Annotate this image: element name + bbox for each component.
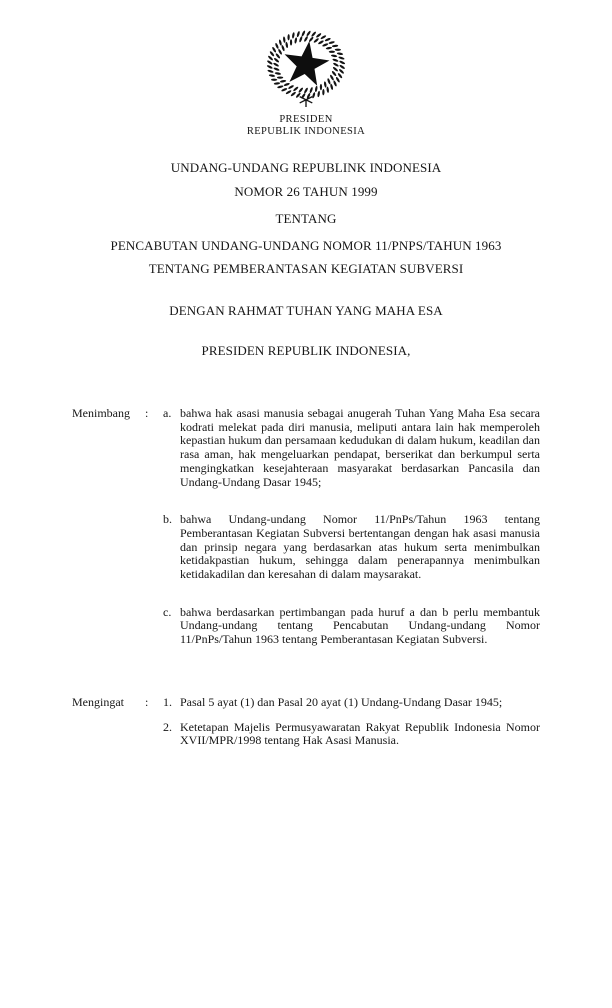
wreath-tie-ornament (300, 97, 313, 107)
doc-subject-line2: TENTANG PEMBERANTASAN KEGIATAN SUBVERSI (148, 261, 464, 276)
item-text: bahwa berdasarkan pertimbangan pada huruf a dan b perlu membantuk Undang-undang tentang Pencabutan Undang-undang Nomor 11/PnPs/Tahun 1963 tentang Pemberantasan Kegiatan Subversi. (180, 604, 540, 647)
presidential-seal (0, 24, 612, 138)
item-marker: 1. (163, 695, 172, 709)
mengingat-section (72, 696, 540, 748)
menimbang-colon: : (145, 406, 149, 420)
menimbang-label: Menimbang (72, 406, 130, 420)
item-text: bahwa hak asasi manusia sebagai anugerah Tuhan Yang Maha Esa secara kodrati melekat pada diri manusia, meliputi antara lain hak memperoleh kepastian hukum dan persamaan kedudukan di dalam hukum, keadilan dan rasa aman, hak mengeluarkan pendapat, berserikat dan berkumpul serta mengingkatkan kesejahteraan masyarakat berdasarkan Pancasila dan Undang-Undang Dasar 1945; (180, 406, 540, 489)
item-text: bahwa Undang-undang Nomor 11/PnPs/Tahun 1963 tentang Pemberantasan Kegiatan Subversi bertentangan dengan hak asasi manusia dan prinsip negara yang berdasarkan atas hukum serta menimbulkan ketidakpastian hukum, sehingga dalam penerapannya menimbulkan ketidakadilan dan keresahan di dalam maysarakat. (180, 512, 540, 582)
item-marker: c. (163, 604, 172, 619)
menimbang-section (72, 407, 540, 647)
menimbang-item-b (163, 513, 540, 582)
menimbang-items (163, 407, 540, 647)
item-text: Ketetapan Majelis Permusyawaratan Rakyat Republik Indonesia Nomor XVII/MPR/1998 tentang Hak Asasi Manusia. (180, 719, 540, 748)
menimbang-item-c (163, 606, 540, 647)
menimbang-item-a (163, 407, 540, 489)
mengingat-colon: : (145, 695, 149, 709)
seal-institution-line2: REPUBLIK INDONESIA (246, 126, 366, 137)
doc-subject-line1: PENCABUTAN UNDANG-UNDANG NOMOR 11/PNPS/TAHUN 1963 (110, 238, 502, 253)
mengingat-items (163, 696, 540, 748)
doc-about-label: TENTANG (275, 211, 337, 226)
star-wreath-emblem-icon (261, 24, 351, 109)
doc-title-line1: UNDANG-UNDANG REPUBLINK INDONESIA (170, 160, 442, 175)
item-marker: 2. (163, 719, 172, 734)
item-marker: a. (163, 406, 172, 420)
seal-institution-line1: PRESIDEN (279, 114, 333, 125)
doc-title-line2: NOMOR 26 TAHUN 1999 (234, 184, 378, 199)
doc-issuer: PRESIDEN REPUBLIK INDONESIA, (201, 343, 411, 358)
mengingat-item-1 (163, 696, 540, 710)
doc-invocation: DENGAN RAHMAT TUHAN YANG MAHA ESA (169, 303, 443, 318)
item-text: Pasal 5 ayat (1) dan Pasal 20 ayat (1) Undang-Undang Dasar 1945; (180, 695, 503, 709)
item-marker: b. (163, 512, 172, 527)
mengingat-label: Mengingat (72, 695, 124, 709)
mengingat-item-2 (163, 721, 540, 748)
